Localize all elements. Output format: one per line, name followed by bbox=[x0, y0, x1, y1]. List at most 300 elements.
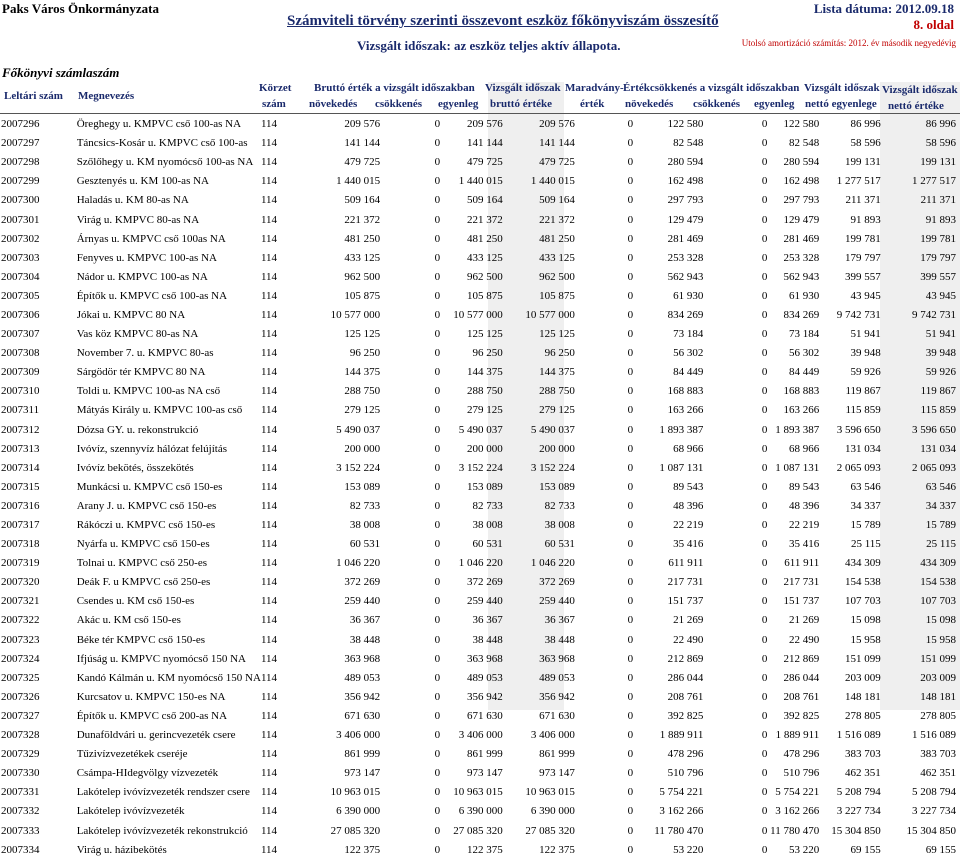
row-maradvany: 0 bbox=[627, 671, 634, 684]
row-ecs-egyenleg: 286 044 bbox=[783, 671, 820, 684]
row-brutto-novekedes: 433 125 bbox=[344, 251, 381, 264]
row-brutto-csokkenes: 0 bbox=[434, 404, 441, 417]
row-ecs-novekedes: 253 328 bbox=[667, 251, 704, 264]
row-ecs-egyenleg: 162 498 bbox=[783, 175, 820, 188]
row-korzet: 114 bbox=[260, 442, 278, 455]
row-maradvany: 0 bbox=[627, 156, 634, 169]
row-ecs-egyenleg: 217 731 bbox=[783, 576, 820, 589]
row-vizsg-brutto: 36 367 bbox=[544, 614, 575, 627]
col-ecs-group-header: Értékcsökkenés a vizsgált időszakban bbox=[623, 82, 800, 94]
row-name: November 7. u. KMPVC 80-as bbox=[76, 347, 214, 360]
row-vizsg-netto-egyenleg: 63 546 bbox=[850, 480, 881, 493]
row-brutto-csokkenes: 0 bbox=[434, 347, 441, 360]
row-korzet: 114 bbox=[260, 423, 278, 436]
row-maradvany: 0 bbox=[627, 347, 634, 360]
row-ecs-egyenleg: 89 543 bbox=[788, 480, 820, 493]
col-vizsg-brutto-header-2: bruttó értéke bbox=[490, 98, 553, 110]
row-brutto-egyenleg: 122 375 bbox=[466, 843, 503, 856]
row-ecs-csokkenes: 0 bbox=[761, 557, 768, 570]
col-vizsg-netto-header-2: nettó értéke bbox=[888, 100, 944, 112]
report-subtitle: Vizsgált időszak: az eszköz teljes aktív állapota. bbox=[357, 38, 621, 53]
row-vizsg-netto-egyenleg: 434 309 bbox=[845, 557, 881, 570]
row-name: Szőlőhegy u. KM nyomócső 100-as NA bbox=[76, 156, 254, 169]
row-vizsg-netto-egyenleg: 148 181 bbox=[845, 690, 881, 703]
row-name: Mátyás Király u. KMPVC 100-as cső bbox=[76, 404, 243, 417]
row-vizsg-netto: 91 893 bbox=[925, 213, 956, 226]
row-ecs-novekedes: 168 883 bbox=[667, 385, 704, 398]
row-code: 2007302 bbox=[1, 232, 40, 245]
row-maradvany: 0 bbox=[627, 538, 634, 551]
table-row bbox=[0, 516, 960, 535]
row-ecs-csokkenes: 0 bbox=[761, 308, 768, 321]
row-name: Jókai u. KMPVC 80 NA bbox=[76, 308, 186, 321]
row-brutto-csokkenes: 0 bbox=[434, 767, 441, 780]
row-name: Vas köz KMPVC 80-as NA bbox=[76, 328, 199, 341]
row-vizsg-netto-egyenleg: 34 337 bbox=[850, 499, 881, 512]
row-maradvany: 0 bbox=[627, 633, 634, 646]
table-row bbox=[0, 669, 960, 688]
row-code: 2007307 bbox=[1, 328, 40, 341]
table-row bbox=[0, 688, 960, 707]
row-maradvany: 0 bbox=[627, 328, 634, 341]
row-vizsg-brutto: 3 406 000 bbox=[530, 729, 575, 742]
row-korzet: 114 bbox=[260, 251, 278, 264]
row-vizsg-netto-egyenleg: 91 893 bbox=[850, 213, 881, 226]
row-ecs-csokkenes: 0 bbox=[761, 347, 768, 360]
row-ecs-egyenleg: 168 883 bbox=[783, 385, 820, 398]
col-vizsg-netto-header: Vizsgált időszak bbox=[882, 84, 958, 96]
row-brutto-csokkenes: 0 bbox=[434, 385, 441, 398]
row-brutto-novekedes: 1 440 015 bbox=[336, 175, 381, 188]
row-vizsg-netto-egyenleg: 462 351 bbox=[845, 767, 881, 780]
row-vizsg-netto: 86 996 bbox=[925, 118, 956, 131]
row-vizsg-brutto: 3 152 224 bbox=[530, 461, 575, 474]
row-brutto-novekedes: 105 875 bbox=[344, 289, 381, 302]
row-maradvany: 0 bbox=[627, 843, 634, 856]
row-name: Lakótelep ivóvízvezeték rendszer csere bbox=[76, 786, 250, 799]
row-brutto-egyenleg: 200 000 bbox=[466, 442, 503, 455]
row-korzet: 114 bbox=[260, 366, 278, 379]
row-brutto-novekedes: 6 390 000 bbox=[336, 805, 381, 818]
row-brutto-egyenleg: 60 531 bbox=[472, 538, 503, 551]
row-ecs-csokkenes: 0 bbox=[761, 824, 768, 837]
row-ecs-egyenleg: 392 825 bbox=[783, 709, 820, 722]
row-brutto-csokkenes: 0 bbox=[434, 843, 441, 856]
row-code: 2007306 bbox=[1, 308, 40, 321]
section-label: Főkönyvi számlaszám bbox=[2, 65, 120, 80]
row-brutto-novekedes: 363 968 bbox=[344, 652, 381, 665]
asset-table-body bbox=[0, 115, 960, 860]
row-ecs-csokkenes: 0 bbox=[761, 729, 768, 742]
row-ecs-novekedes: 286 044 bbox=[667, 671, 704, 684]
row-vizsg-netto: 5 208 794 bbox=[912, 786, 956, 799]
row-name: Tűzivízvezetékek cseréje bbox=[76, 748, 188, 761]
row-vizsg-brutto: 141 144 bbox=[539, 137, 575, 150]
row-maradvany: 0 bbox=[627, 652, 634, 665]
row-maradvany: 0 bbox=[627, 385, 634, 398]
row-ecs-novekedes: 89 543 bbox=[673, 480, 704, 493]
row-vizsg-netto: 151 099 bbox=[920, 652, 956, 665]
row-code: 2007325 bbox=[1, 671, 40, 684]
row-brutto-novekedes: 372 269 bbox=[344, 576, 381, 589]
row-korzet: 114 bbox=[260, 118, 278, 131]
row-korzet: 114 bbox=[260, 328, 278, 341]
row-vizsg-netto-egyenleg: 199 781 bbox=[845, 232, 881, 245]
row-vizsg-netto: 58 596 bbox=[925, 137, 956, 150]
table-row bbox=[0, 783, 960, 802]
row-vizsg-netto: 15 789 bbox=[925, 519, 956, 532]
row-ecs-csokkenes: 0 bbox=[761, 232, 768, 245]
col-ecs-csokkenes-header: csökkenés bbox=[693, 98, 741, 110]
row-ecs-csokkenes: 0 bbox=[761, 748, 768, 761]
row-brutto-egyenleg: 433 125 bbox=[466, 251, 503, 264]
row-code: 2007323 bbox=[1, 633, 40, 646]
row-ecs-novekedes: 22 219 bbox=[673, 519, 704, 532]
row-maradvany: 0 bbox=[627, 175, 634, 188]
table-row bbox=[0, 344, 960, 363]
row-vizsg-netto: 203 009 bbox=[920, 671, 956, 684]
row-vizsg-netto: 107 703 bbox=[920, 595, 956, 608]
row-code: 2007319 bbox=[1, 557, 40, 570]
row-brutto-csokkenes: 0 bbox=[434, 194, 441, 207]
row-brutto-egyenleg: 10 963 015 bbox=[453, 786, 503, 799]
table-row bbox=[0, 459, 960, 478]
row-vizsg-netto-egyenleg: 383 703 bbox=[845, 748, 881, 761]
row-ecs-egyenleg: 61 930 bbox=[788, 289, 820, 302]
row-brutto-novekedes: 141 144 bbox=[344, 137, 381, 150]
row-ecs-novekedes: 22 490 bbox=[673, 633, 704, 646]
table-row bbox=[0, 478, 960, 497]
table-row bbox=[0, 325, 960, 344]
row-ecs-novekedes: 392 825 bbox=[667, 709, 704, 722]
row-ecs-egyenleg: 11 780 470 bbox=[770, 824, 820, 837]
table-row bbox=[0, 745, 960, 764]
row-ecs-novekedes: 834 269 bbox=[667, 308, 704, 321]
row-brutto-egyenleg: 973 147 bbox=[466, 767, 503, 780]
row-name: Ivóvíz bekötés, összekötés bbox=[76, 461, 194, 474]
row-brutto-novekedes: 861 999 bbox=[344, 748, 381, 761]
row-brutto-egyenleg: 5 490 037 bbox=[458, 423, 503, 436]
row-code: 2007304 bbox=[1, 270, 40, 283]
row-vizsg-netto-egyenleg: 39 948 bbox=[850, 347, 881, 360]
row-code: 2007310 bbox=[1, 385, 40, 398]
row-name: Öreghegy u. KMPVC cső 100-as NA bbox=[76, 118, 242, 131]
row-ecs-egyenleg: 3 162 266 bbox=[775, 805, 820, 818]
row-name: Dózsa GY. u. rekonstrukció bbox=[76, 423, 199, 436]
row-ecs-novekedes: 611 911 bbox=[668, 557, 704, 570]
row-vizsg-netto-egyenleg: 154 538 bbox=[845, 576, 881, 589]
row-name: Rákóczi u. KMPVC cső 150-es bbox=[76, 519, 216, 532]
row-ecs-csokkenes: 0 bbox=[761, 404, 768, 417]
row-code: 2007305 bbox=[1, 289, 40, 302]
row-vizsg-brutto: 6 390 000 bbox=[530, 805, 575, 818]
row-ecs-csokkenes: 0 bbox=[761, 652, 768, 665]
col-ecs-egyenleg-header: egyenleg bbox=[754, 98, 795, 110]
row-ecs-egyenleg: 1 087 131 bbox=[775, 461, 820, 474]
row-brutto-egyenleg: 479 725 bbox=[466, 156, 503, 169]
row-vizsg-netto-egyenleg: 1 277 517 bbox=[836, 175, 881, 188]
row-ecs-csokkenes: 0 bbox=[761, 519, 768, 532]
row-name: Béke tér KMPVC cső 150-es bbox=[76, 633, 206, 646]
row-code: 2007313 bbox=[1, 442, 40, 455]
table-row bbox=[0, 249, 960, 268]
table-row bbox=[0, 802, 960, 821]
row-ecs-novekedes: 73 184 bbox=[673, 328, 704, 341]
row-brutto-novekedes: 10 577 000 bbox=[330, 308, 381, 321]
row-name: Gesztenyés u. KM 100-as NA bbox=[76, 175, 209, 188]
row-vizsg-netto: 2 065 093 bbox=[912, 461, 956, 474]
row-ecs-csokkenes: 0 bbox=[761, 786, 768, 799]
row-name: Kurcsatov u. KMPVC 150-es NA bbox=[76, 690, 226, 703]
row-brutto-egyenleg: 481 250 bbox=[466, 232, 503, 245]
row-vizsg-netto-egyenleg: 59 926 bbox=[850, 366, 881, 379]
list-date: Lista dátuma: 2012.09.18 bbox=[813, 1, 954, 16]
row-name: Toldi u. KMPVC 100-as NA cső bbox=[76, 385, 221, 398]
row-korzet: 114 bbox=[260, 767, 278, 780]
row-vizsg-netto: 25 115 bbox=[926, 538, 956, 551]
row-ecs-egyenleg: 5 754 221 bbox=[775, 786, 820, 799]
table-row bbox=[0, 268, 960, 287]
row-code: 2007314 bbox=[1, 461, 40, 474]
row-ecs-csokkenes: 0 bbox=[761, 137, 768, 150]
row-brutto-csokkenes: 0 bbox=[434, 538, 441, 551]
row-vizsg-brutto: 27 085 320 bbox=[525, 824, 575, 837]
row-korzet: 114 bbox=[260, 690, 278, 703]
row-ecs-csokkenes: 0 bbox=[761, 633, 768, 646]
row-code: 2007330 bbox=[1, 767, 40, 780]
col-ecs-novekedes-header: növekedés bbox=[625, 98, 674, 110]
row-ecs-csokkenes: 0 bbox=[761, 118, 768, 131]
row-code: 2007327 bbox=[1, 709, 40, 722]
row-brutto-egyenleg: 288 750 bbox=[466, 385, 503, 398]
row-ecs-egyenleg: 35 416 bbox=[788, 538, 820, 551]
row-ecs-novekedes: 212 869 bbox=[667, 652, 704, 665]
row-name: Akác u. KM cső 150-es bbox=[76, 614, 181, 627]
row-korzet: 114 bbox=[260, 308, 278, 321]
row-ecs-egyenleg: 1 893 387 bbox=[775, 423, 820, 436]
row-vizsg-brutto: 144 375 bbox=[539, 366, 575, 379]
row-brutto-novekedes: 3 152 224 bbox=[336, 461, 381, 474]
row-korzet: 114 bbox=[260, 709, 278, 722]
row-brutto-novekedes: 671 630 bbox=[344, 709, 381, 722]
row-code: 2007333 bbox=[1, 824, 40, 837]
row-brutto-novekedes: 509 164 bbox=[344, 194, 381, 207]
row-vizsg-netto-egyenleg: 151 099 bbox=[845, 652, 881, 665]
row-ecs-novekedes: 217 731 bbox=[667, 576, 704, 589]
row-korzet: 114 bbox=[260, 385, 278, 398]
row-vizsg-brutto: 122 375 bbox=[539, 843, 575, 856]
row-code: 2007301 bbox=[1, 213, 40, 226]
table-row bbox=[0, 115, 960, 134]
row-code: 2007300 bbox=[1, 194, 40, 207]
row-maradvany: 0 bbox=[627, 824, 634, 837]
row-korzet: 114 bbox=[260, 786, 278, 799]
row-korzet: 114 bbox=[260, 156, 278, 169]
table-row bbox=[0, 172, 960, 191]
row-code: 2007331 bbox=[1, 786, 40, 799]
row-korzet: 114 bbox=[260, 805, 278, 818]
row-vizsg-netto-egyenleg: 15 304 850 bbox=[831, 824, 881, 837]
row-ecs-novekedes: 163 266 bbox=[667, 404, 704, 417]
table-row bbox=[0, 306, 960, 325]
row-vizsg-netto: 199 781 bbox=[920, 232, 956, 245]
row-korzet: 114 bbox=[260, 194, 278, 207]
row-name: Nádor u. KMPVC 100-as NA bbox=[76, 270, 208, 283]
row-code: 2007308 bbox=[1, 347, 40, 360]
row-brutto-csokkenes: 0 bbox=[434, 652, 441, 665]
table-row bbox=[0, 535, 960, 554]
row-vizsg-brutto: 479 725 bbox=[539, 156, 575, 169]
row-brutto-novekedes: 153 089 bbox=[344, 480, 381, 493]
row-brutto-egyenleg: 125 125 bbox=[466, 328, 503, 341]
row-brutto-egyenleg: 1 440 015 bbox=[458, 175, 503, 188]
row-vizsg-netto: 434 309 bbox=[920, 557, 956, 570]
row-maradvany: 0 bbox=[627, 805, 634, 818]
row-code: 2007318 bbox=[1, 538, 40, 551]
row-brutto-csokkenes: 0 bbox=[434, 729, 441, 742]
row-vizsg-netto: 199 131 bbox=[920, 156, 956, 169]
row-ecs-novekedes: 510 796 bbox=[667, 767, 704, 780]
col-maradvany-header: Maradvány- bbox=[565, 82, 624, 94]
table-row bbox=[0, 153, 960, 172]
row-vizsg-brutto: 861 999 bbox=[539, 748, 575, 761]
row-brutto-novekedes: 36 367 bbox=[349, 614, 381, 627]
table-row bbox=[0, 573, 960, 592]
row-vizsg-netto: 383 703 bbox=[920, 748, 956, 761]
row-korzet: 114 bbox=[260, 748, 278, 761]
row-brutto-csokkenes: 0 bbox=[434, 423, 441, 436]
row-vizsg-netto: 39 948 bbox=[925, 347, 956, 360]
row-maradvany: 0 bbox=[627, 366, 634, 379]
row-ecs-csokkenes: 0 bbox=[761, 194, 768, 207]
row-name: Arany J. u. KMPVC cső 150-es bbox=[76, 499, 217, 512]
row-brutto-egyenleg: 38 448 bbox=[472, 633, 503, 646]
row-brutto-egyenleg: 209 576 bbox=[466, 118, 503, 131]
row-ecs-egyenleg: 297 793 bbox=[783, 194, 820, 207]
row-vizsg-netto: 131 034 bbox=[920, 442, 956, 455]
row-ecs-novekedes: 122 580 bbox=[667, 118, 704, 131]
row-ecs-egyenleg: 68 966 bbox=[788, 442, 820, 455]
row-vizsg-brutto: 5 490 037 bbox=[530, 423, 575, 436]
row-ecs-egyenleg: 56 302 bbox=[788, 347, 820, 360]
row-brutto-novekedes: 489 053 bbox=[344, 671, 381, 684]
row-maradvany: 0 bbox=[627, 232, 634, 245]
row-name: Ivóvíz, szennyvíz hálózat felújítás bbox=[76, 442, 227, 455]
row-vizsg-netto-egyenleg: 131 034 bbox=[845, 442, 881, 455]
row-name: Virág u. házibekötés bbox=[76, 843, 167, 856]
row-vizsg-brutto: 509 164 bbox=[539, 194, 575, 207]
row-name: Dunaföldvári u. gerincvezeték csere bbox=[76, 729, 236, 742]
row-ecs-egyenleg: 73 184 bbox=[788, 328, 820, 341]
table-row bbox=[0, 421, 960, 440]
row-korzet: 114 bbox=[260, 499, 278, 512]
row-maradvany: 0 bbox=[627, 289, 634, 302]
row-vizsg-netto: 278 805 bbox=[920, 709, 956, 722]
row-code: 2007298 bbox=[1, 156, 40, 169]
row-korzet: 114 bbox=[260, 652, 278, 665]
row-ecs-csokkenes: 0 bbox=[761, 709, 768, 722]
row-vizsg-netto: 9 742 731 bbox=[912, 308, 956, 321]
row-maradvany: 0 bbox=[627, 404, 634, 417]
row-vizsg-brutto: 38 448 bbox=[544, 633, 575, 646]
col-csokkenes-header: csökkenés bbox=[375, 98, 423, 110]
row-ecs-csokkenes: 0 bbox=[761, 270, 768, 283]
row-code: 2007332 bbox=[1, 805, 40, 818]
row-vizsg-netto-egyenleg: 278 805 bbox=[845, 709, 881, 722]
row-korzet: 114 bbox=[260, 137, 278, 150]
row-brutto-csokkenes: 0 bbox=[434, 251, 441, 264]
row-ecs-novekedes: 281 469 bbox=[667, 232, 704, 245]
row-korzet: 114 bbox=[260, 824, 278, 837]
table-row bbox=[0, 230, 960, 249]
row-vizsg-netto: 211 371 bbox=[920, 194, 956, 207]
row-maradvany: 0 bbox=[627, 213, 634, 226]
row-code: 2007315 bbox=[1, 480, 40, 493]
row-ecs-novekedes: 48 396 bbox=[673, 499, 704, 512]
row-vizsg-brutto: 372 269 bbox=[539, 576, 575, 589]
row-maradvany: 0 bbox=[627, 557, 634, 570]
row-vizsg-netto: 154 538 bbox=[920, 576, 956, 589]
row-brutto-csokkenes: 0 bbox=[434, 289, 441, 302]
col-vizsg-netto-egy-header-2: nettó egyenlege bbox=[805, 98, 877, 110]
row-brutto-egyenleg: 144 375 bbox=[466, 366, 503, 379]
row-brutto-csokkenes: 0 bbox=[434, 270, 441, 283]
row-maradvany: 0 bbox=[627, 137, 634, 150]
col-egyenleg-header: egyenleg bbox=[438, 98, 479, 110]
table-row bbox=[0, 592, 960, 611]
row-name: Építők u. KMPVC cső 100-as NA bbox=[76, 289, 228, 302]
row-vizsg-netto-egyenleg: 15 789 bbox=[850, 519, 881, 532]
row-name: Árnyas u. KMPVC cső 100as NA bbox=[76, 232, 226, 245]
row-maradvany: 0 bbox=[627, 308, 634, 321]
row-vizsg-netto: 115 859 bbox=[920, 404, 956, 417]
row-ecs-csokkenes: 0 bbox=[761, 690, 768, 703]
row-vizsg-netto: 43 945 bbox=[925, 289, 956, 302]
row-korzet: 114 bbox=[260, 576, 278, 589]
table-row bbox=[0, 554, 960, 573]
row-brutto-egyenleg: 27 085 320 bbox=[453, 824, 503, 837]
row-vizsg-netto-egyenleg: 1 516 089 bbox=[836, 729, 881, 742]
row-vizsg-netto: 462 351 bbox=[920, 767, 956, 780]
row-brutto-novekedes: 481 250 bbox=[344, 232, 381, 245]
row-vizsg-netto: 3 227 734 bbox=[912, 805, 956, 818]
row-ecs-novekedes: 162 498 bbox=[667, 175, 704, 188]
row-brutto-csokkenes: 0 bbox=[434, 557, 441, 570]
row-code: 2007326 bbox=[1, 690, 40, 703]
row-brutto-csokkenes: 0 bbox=[434, 442, 441, 455]
row-name: Fenyves u. KMPVC 100-as NA bbox=[76, 251, 217, 264]
col-brutto-group-header: Bruttó érték a vizsgált időszakban bbox=[314, 82, 475, 94]
row-brutto-csokkenes: 0 bbox=[434, 805, 441, 818]
row-brutto-novekedes: 479 725 bbox=[344, 156, 381, 169]
table-row bbox=[0, 764, 960, 783]
row-brutto-csokkenes: 0 bbox=[434, 156, 441, 169]
row-vizsg-brutto: 1 046 220 bbox=[530, 557, 575, 570]
row-maradvany: 0 bbox=[627, 118, 634, 131]
row-brutto-egyenleg: 1 046 220 bbox=[458, 557, 503, 570]
row-ecs-csokkenes: 0 bbox=[761, 385, 768, 398]
row-code: 2007316 bbox=[1, 499, 40, 512]
row-brutto-novekedes: 82 733 bbox=[349, 499, 381, 512]
row-brutto-novekedes: 122 375 bbox=[344, 843, 381, 856]
row-vizsg-netto: 1 277 517 bbox=[912, 175, 956, 188]
row-brutto-novekedes: 288 750 bbox=[344, 385, 381, 398]
row-maradvany: 0 bbox=[627, 729, 634, 742]
row-maradvany: 0 bbox=[627, 461, 634, 474]
page-number: 8. oldal bbox=[913, 17, 954, 32]
row-brutto-egyenleg: 3 406 000 bbox=[458, 729, 503, 742]
row-korzet: 114 bbox=[260, 480, 278, 493]
